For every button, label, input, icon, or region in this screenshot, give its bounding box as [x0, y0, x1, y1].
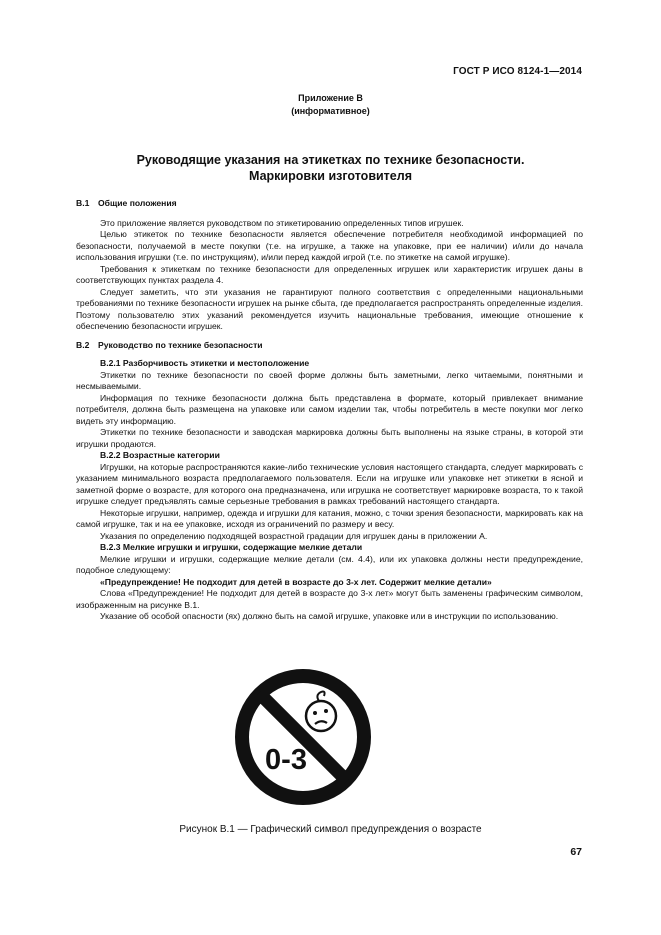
section-b1-heading	[76, 198, 583, 210]
paragraph: Этикетки по технике безопасности и заводская маркировка должны быть выполнены на языке страны, в которой эти игрушки продаются.	[76, 427, 583, 449]
paragraph: Целью этикеток по технике безопасности является обеспечение потребителя необходимой информацией по безопасности, получаемой в месте покупки (т.е. на игрушке, а также на упаковке, при ее наличии) и/или до начала использования игрушки (т.е. по инструкциям), и/или перед каждой игрой (т.е. по этикетке на самой игрушке).	[76, 229, 583, 262]
baby-face-icon	[306, 692, 336, 732]
title-line-1: Руководящие указания на этикетках по технике безопасности.	[136, 153, 525, 167]
age-warning-symbol	[233, 667, 373, 807]
appendix-kind: (информативное)	[291, 105, 370, 116]
appendix-heading	[0, 92, 661, 117]
page-number: 67	[570, 846, 582, 858]
subsection-b21-heading: В.2.1 Разборчивость этикетки и местоположение	[100, 358, 310, 368]
appendix-title: Приложение В	[298, 93, 363, 103]
standard-designation: ГОСТ Р ИСО 8124-1—2014	[453, 66, 582, 77]
section-b1-title: Общие положения	[98, 198, 177, 208]
paragraph: Мелкие игрушки и игрушки, содержащие мелкие детали (см. 4.4), или их упаковка должны нести предупреждение, подобное следующему:	[76, 553, 583, 575]
paragraph: Требования к этикеткам по технике безопасности для определенных игрушек или характеристик игрушек даны в соответствующих пунктах раздела 4.	[76, 263, 583, 285]
section-b2-number: В.2	[76, 339, 90, 350]
paragraph: Указание об особой опасности (ях) должно быть на самой игрушке, упаковке или в инструкции по использованию.	[100, 611, 559, 621]
subsection-b22-heading: В.2.2 Возрастные категории	[100, 450, 220, 460]
paragraph: Информация по технике безопасности должна быть представлена в формате, который привлекает внимание потребителя, должна быть размещена на упаковке или самом изделии так, чтобы потребитель в месте покупки мог легко видеть эту информацию.	[76, 392, 583, 426]
figure-caption: Рисунок В.1 — Графический символ предупреждения о возрасте	[179, 824, 482, 835]
paragraph: Указания по определению подходящей возрастной градации для игрушек даны в приложении А.	[100, 530, 488, 541]
paragraph: Некоторые игрушки, например, одежда и игрушки для катания, можно, с точки зрения безопасности, маркировать как на самой игрушке, так и на ее упаковке, исходя из ограничений по размеру и весу.	[76, 507, 583, 529]
paragraph: Этикетки по технике безопасности по своей форме должны быть заметными, легко читаемыми, понятными и несмываемыми.	[76, 369, 583, 391]
paragraph: Следует заметить, что эти указания не гарантируют полного соответствия с определенными национальными требованиями по технике безопасности игрушек на рынке сбыта, где предполагается распространять определенные изделия. Поэтому пользователю этих указаний рекомендуется изучить национальные требования, имеющие отношение к обеспечению безопасности игрушек.	[76, 286, 583, 331]
body-text	[76, 198, 583, 623]
document-title	[0, 153, 661, 184]
paragraph: Игрушки, на которые распространяются какие-либо технические условия настоящего стандарта, следует маркировать с указанием минимального возраста предполагаемого пользователя. Если на игрушке или упаковке нет этикетки в ясной и заметной форме о возрасте, для которого она предназначена, или игрушка не соответствует маркировке возраста, то к такой игрушке следует предъявлять самые серьезные требования в рамках требований настоящего стандарта.	[76, 461, 583, 506]
warning-text: «Предупреждение! Не подходит для детей в возрасте до 3-х лет. Содержит мелкие детали»	[100, 576, 492, 587]
subsection-b23-heading: В.2.3 Мелкие игрушки и игрушки, содержащие мелкие детали	[100, 542, 363, 552]
age-range-text: 0-3	[265, 744, 307, 776]
section-b2-heading	[76, 340, 583, 352]
section-b2-title: Руководство по технике безопасности	[98, 339, 263, 350]
title-line-2: Маркировки изготовителя	[249, 168, 412, 183]
paragraph: Слова «Предупреждение! Не подходит для детей в возрасте до 3-х лет» могут быть заменены графическим символом, изображенным на рисунке В.1.	[76, 588, 583, 610]
section-b1-number: В.1	[76, 198, 90, 208]
paragraph: Это приложение является руководством по этикетированию определенных типов игрушек.	[100, 217, 464, 228]
